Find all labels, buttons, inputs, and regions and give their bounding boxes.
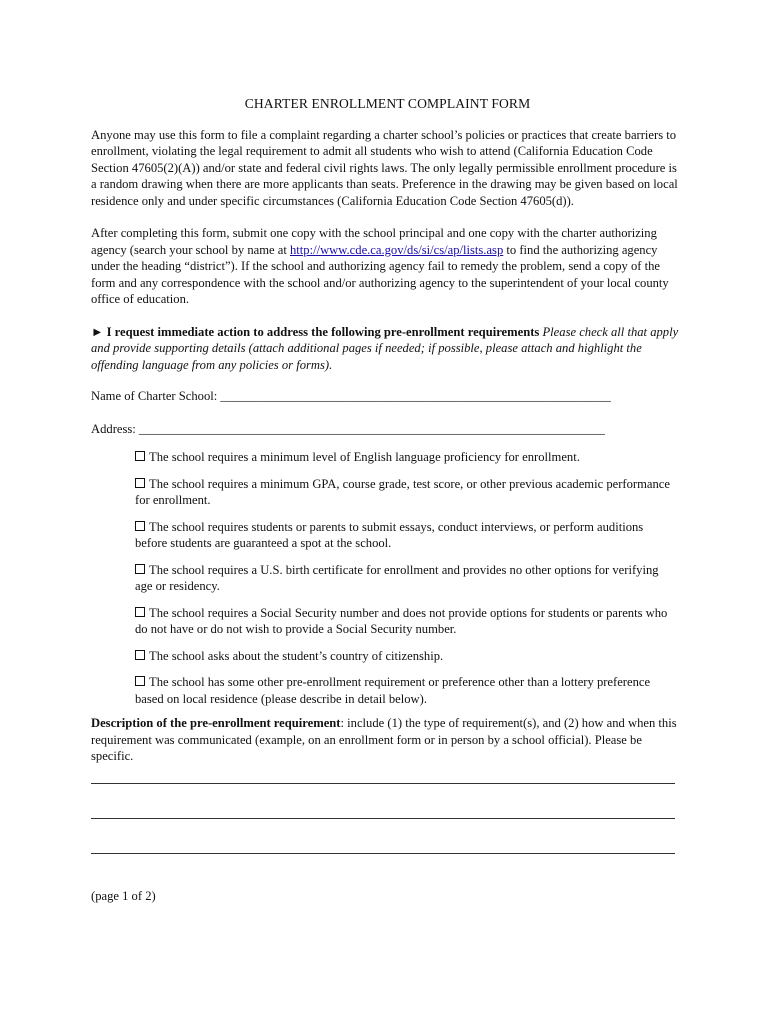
checkbox-label: The school has some other pre-enrollment requirement or preference other than a lottery preference based on local residence (please describe in detail below). bbox=[135, 675, 651, 706]
checkbox-item-english[interactable] bbox=[135, 449, 675, 466]
submit-text-after-link: to find the authorizing agency under the heading “district”). If the school and authorizing agency fail to remedy the problem, send a copy of the form and any correspondence with the school and/or authorizing agency to the superintendent of your local county office of education. bbox=[91, 242, 669, 306]
checkbox-item-ssn[interactable] bbox=[135, 605, 675, 638]
checkbox-item-gpa[interactable] bbox=[135, 476, 675, 509]
checkbox-icon[interactable] bbox=[135, 650, 145, 660]
checkbox-item-citizenship[interactable] bbox=[135, 648, 675, 665]
checkbox-label: The school requires a minimum level of English language proficiency for enrollment. bbox=[149, 450, 580, 464]
request-italic-text: Please check all that apply and provide supporting details (attach additional pages if needed; if possible, please attach and highlight the offending language from any policies or forms). bbox=[91, 324, 679, 372]
description-bold: Description of the pre-enrollment requirement bbox=[91, 716, 341, 730]
submit-text-before-link: After completing this form, submit one copy with the school principal and one copy with the charter authorizing agency (search your school by name at bbox=[91, 226, 657, 257]
description-answer-line-2[interactable] bbox=[91, 818, 675, 819]
checkbox-icon[interactable] bbox=[135, 451, 145, 461]
checkbox-label: The school requires a U.S. birth certificate for enrollment and provides no other options for verifying age or residency. bbox=[135, 562, 659, 593]
description-answer-line-1[interactable] bbox=[91, 783, 675, 784]
description-rest: : include (1) the type of requirement(s), and (2) how and when this requirement was communicated (example, on an enrollment form or in person by a school official). Please be specific. bbox=[91, 716, 677, 763]
checkbox-icon[interactable] bbox=[135, 607, 145, 617]
arrow-icon: ► bbox=[91, 324, 104, 339]
checkbox-label: The school requires a Social Security number and does not provide options for students or parents who do not have or do not wish to provide a Social Security number. bbox=[135, 605, 668, 636]
request-bold-text: I request immediate action to address the following pre-enrollment requirements bbox=[106, 324, 540, 339]
address-input[interactable]: __________________________________________________________________________ bbox=[138, 421, 605, 436]
checkbox-item-other[interactable] bbox=[135, 674, 675, 707]
checkbox-item-birth-certificate[interactable] bbox=[135, 562, 675, 595]
page-number: (page 1 of 2) bbox=[91, 888, 156, 903]
checkbox-icon[interactable] bbox=[135, 521, 145, 531]
checkbox-label: The school requires students or parents to submit essays, conduct interviews, or perform auditions before students are guaranteed a spot at the school. bbox=[135, 519, 644, 550]
address-label: Address: bbox=[91, 421, 139, 436]
school-name-input[interactable]: ______________________________________________________________ bbox=[220, 389, 611, 403]
school-name-label: Name of Charter School: bbox=[91, 389, 221, 403]
checkbox-icon[interactable] bbox=[135, 676, 145, 686]
school-name-field[interactable] bbox=[91, 388, 684, 405]
requirements-checklist bbox=[135, 449, 675, 707]
checkbox-icon[interactable] bbox=[135, 478, 145, 488]
intro-paragraph: Anyone may use this form to file a complaint regarding a charter school’s policies or practices that create barriers to enrollment, violating the legal requirement to admit all students who wish to attend (California Education Code Section 47605(2)(A)) and/or state and federal civil rights laws. The only legally permissible enrollment procedure is a random drawing when there are more applicants than seats. Preference in the drawing may be given based on local residence only and under specific circumstances (California Education Code Section 47605(d)). bbox=[91, 127, 678, 208]
checkbox-label: The school requires a minimum GPA, course grade, test score, or other previous academic performance for enrollment. bbox=[135, 476, 670, 507]
address-field[interactable] bbox=[91, 421, 684, 438]
submit-instructions-paragraph bbox=[91, 225, 684, 308]
description-instructions bbox=[91, 715, 684, 765]
lists-link[interactable]: http://www.cde.ca.gov/ds/si/cs/ap/lists.asp bbox=[289, 242, 504, 257]
page-title: CHARTER ENROLLMENT COMPLAINT FORM bbox=[244, 96, 531, 111]
description-answer-line-3[interactable] bbox=[91, 853, 675, 854]
checkbox-item-essays[interactable] bbox=[135, 519, 675, 552]
checkbox-icon[interactable] bbox=[135, 564, 145, 574]
request-statement bbox=[91, 324, 684, 374]
checkbox-label: The school asks about the student’s country of citizenship. bbox=[149, 648, 444, 663]
